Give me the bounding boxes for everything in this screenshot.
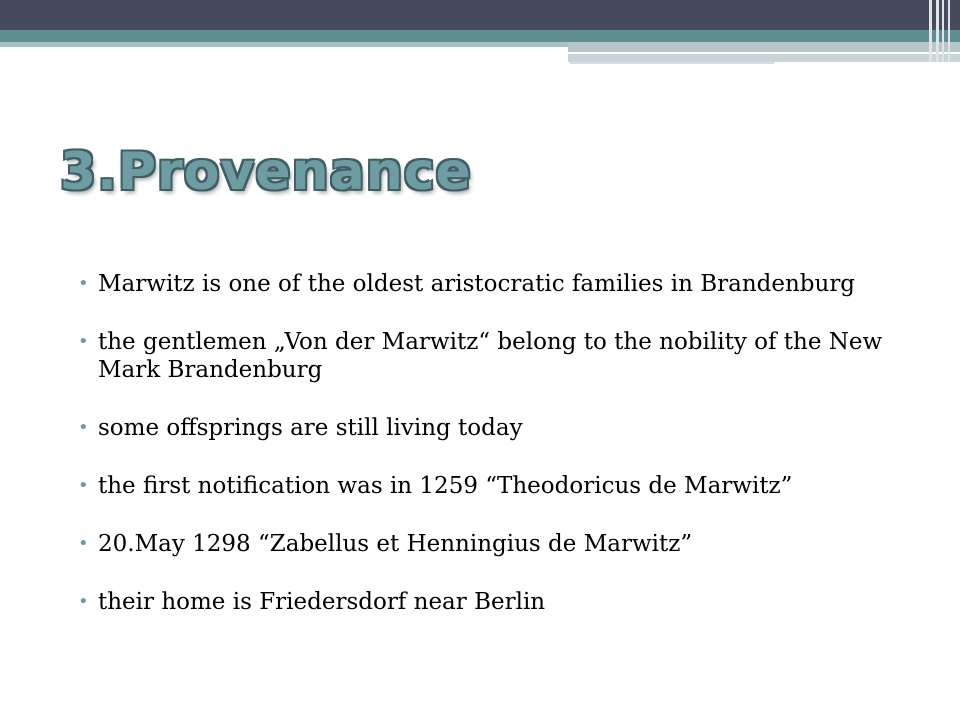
bullet-text: 20.May 1298 “Zabellus et Henningius de Marwitz” xyxy=(98,531,693,557)
bullet-text: some offsprings are still living today xyxy=(98,415,523,441)
header-band-grey-right xyxy=(568,42,960,52)
bullet-list xyxy=(74,270,914,646)
bullet-item xyxy=(74,530,914,558)
bullet-item xyxy=(74,472,914,500)
bullet-dot-icon: • xyxy=(78,591,89,612)
bullet-text: Marwitz is one of the oldest aristocratic families in Brandenburg xyxy=(98,271,856,297)
bullet-item xyxy=(74,328,914,384)
header-stripe xyxy=(929,0,932,62)
bullet-text: the gentlemen „Von der Marwitz“ belong to the nobility of the New Mark Brandenburg xyxy=(98,329,883,383)
bullet-item xyxy=(74,270,914,298)
header-stripe xyxy=(936,0,939,62)
bullet-dot-icon: • xyxy=(78,475,89,496)
bullet-dot-icon: • xyxy=(78,273,89,294)
header-band-dark xyxy=(0,0,960,30)
bullet-item xyxy=(74,414,914,442)
bullet-dot-icon: • xyxy=(78,331,89,352)
bullet-dot-icon: • xyxy=(78,533,89,554)
bullet-dot-icon: • xyxy=(78,417,89,438)
header-divider-line-lower xyxy=(570,62,774,64)
bullet-text: their home is Friedersdorf near Berlin xyxy=(98,589,546,615)
header-stripe xyxy=(948,0,950,62)
header-band-teal xyxy=(0,30,960,42)
bullet-text: the first notification was in 1259 “Theodoricus de Marwitz” xyxy=(98,473,793,499)
header-band-grey-lower xyxy=(568,54,960,62)
bullet-item xyxy=(74,588,914,616)
header-stripe xyxy=(942,0,944,62)
header-band-grey-left xyxy=(0,42,568,47)
slide-title: 3.Provenance xyxy=(60,142,472,202)
